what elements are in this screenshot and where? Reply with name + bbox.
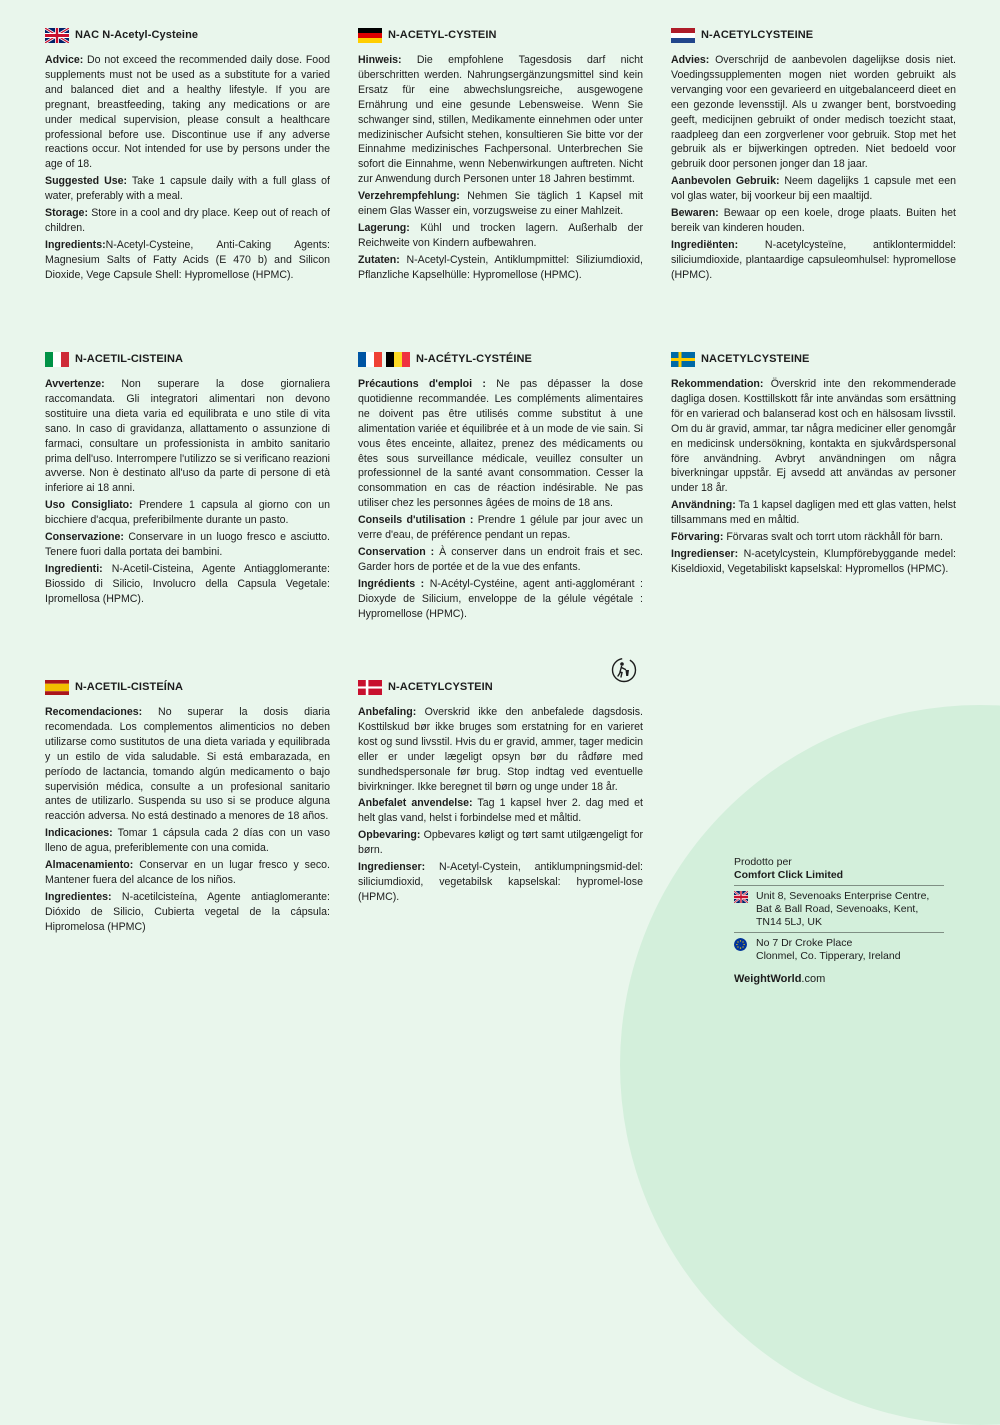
section-title: NACETYLCYSTEINE (701, 353, 810, 365)
eu-flag-icon (734, 938, 747, 951)
storage-paragraph: Förvaring: Förvaras svalt och torrt utom räckhåll för barn. (671, 531, 943, 544)
uk-flag-icon (734, 891, 748, 903)
section-header (358, 678, 643, 696)
sweden-flag-icon (671, 352, 695, 367)
tidyman-recycle-icon (611, 657, 637, 683)
ireland-address-text: No 7 Dr Croke Place Clonmel, Co. Tipperary, Ireland (756, 937, 901, 962)
ingredients-paragraph: Ingredienti: N-Acetil-Cisteina, Agente Antiagglomerante: Biossido di Silicio, Involucro della Capsula Vegetale: Ipromellosa (HPMC). (45, 562, 330, 605)
section-title: N-ACETIL-CISTEÍNA (75, 681, 184, 693)
uk-address-text: Unit 8, Sevenoaks Enterprise Centre, Bat & Ball Road, Sevenoaks, Kent, TN14 5LJ, UK (756, 890, 930, 928)
advice-paragraph: Recomendaciones: No superar la dosis diaria recomendada. Los complementos alimenticios no deben utilizarse como sustitutos de una dieta variada y equilibrada y un estilo de vida saludable. Si está embarazada, en período de lactancia, tomando algún medicamento o bajo supervisión médica, consulte a un profesional sanitario antes de utilizarlo. Suspenda su uso si se produce alguna reacción adversa. No está destinado a menores de 18 años. (45, 706, 330, 823)
section-swedish (671, 350, 956, 579)
storage-paragraph: Almacenamiento: Conservar en un lugar fresco y seco. Mantener fuera del alcance de los niños. (45, 859, 330, 886)
website: WeightWorld.com (734, 973, 826, 985)
advice-paragraph: Anbefaling: Overskrid ikke den anbefalede dagsdosis. Kosttilskud bør ikke bruges som erstatning for en varieret kost og sund livsstil. Hvis du er gravid, ammer, tager medicin eller er under lægeligt opsyn bør du rådføre med sundhedspersonale før brug. Stop indtag ved eventuelle bivirkninger. Ikke beregnet til børn og unge under 18 år. (358, 706, 643, 793)
section-title: N-ACETYL-CYSTEIN (388, 29, 497, 41)
decorative-circle (620, 705, 1000, 1425)
advice-paragraph: Rekommendation: Överskrid inte den rekommenderade dagliga dosen. Kosttillskott får inte användas som ersättning för en varierad och balanserad kost och en hälsosam livsstil. Om du är gravid, ammar, tar några mediciner eller genomgår en medicinsk undersökning, kontakta en sjukvårdspersonal före användning. Avbryt användningen om några biverkningar uppstår. Ej avsedd att användas av personer under 18 år. (671, 378, 956, 495)
manufacturer-info (734, 856, 944, 985)
section-header (358, 26, 643, 44)
usage-paragraph: Verzehrempfehlung: Nehmen Sie täglich 1 Kapsel mit einem Glas Wasser ein, vorzugsweise zu einer Mahlzeit. (358, 190, 643, 218)
produced-for-label: Prodotto per (734, 856, 792, 868)
ingredients-paragraph: Ingredienser: N-Acetyl-Cystein, antiklumpningsmid-del: siliciumdioxid, vegetabilsk kapselskal: hypromel-lose (HPMC). (358, 861, 643, 903)
advice-paragraph: Précautions d'emploi : Ne pas dépasser la dose quotidienne recommandée. Les compléments alimentaires ne doivent pas être utilisés comme substitut à une alimentation variée et équilibrée et à un mode de vie sain. Si vous êtes enceinte, allaitez, prenez des médicaments ou êtes sous surveillance médicale, veuillez consulter un professionnel de la santé avant consommation. Cesser la consommation en cas de réaction indésirable. Ne pas utiliser chez les personnes âgées de moins de 18 ans. (358, 378, 643, 510)
spain-flag-icon (45, 680, 69, 695)
usage-paragraph: Anbefalet anvendelse: Tag 1 kapsel hver 2. dag med et helt glas vand, helst i forbindelse med et måltid. (358, 797, 643, 825)
section-english (45, 26, 330, 285)
section-header (45, 678, 330, 696)
advice-paragraph: Advice: Do not exceed the recommended daily dose. Food supplements must not be used as a substitute for a varied and balanced diet and a healthy lifestyle. If you are pregnant, breastfeeding, taking any medications or are under medical supervision, please consult a healthcare professional before use. Discontinue use if any adverse reactions occur. Not intended for use by persons under the age of 18. (45, 54, 330, 171)
section-title: N-ACETYLCYSTEIN (388, 681, 493, 693)
section-header (671, 26, 956, 44)
germany-flag-icon (358, 28, 382, 43)
storage-paragraph: Conservation : À conserver dans un endroit frais et sec. Garder hors de portée et de la vue des enfants. (358, 545, 643, 573)
netherlands-flag-icon (671, 28, 695, 43)
section-header (671, 350, 956, 368)
usage-paragraph: Aanbevolen Gebruik: Neem dagelijks 1 capsule met een vol glas water, bij voorkeur bij een maaltijd. (671, 175, 956, 203)
section-title: NAC N-Acetyl-Cysteine (75, 29, 199, 41)
section-title: N-ACETYLCYSTEINE (701, 29, 814, 41)
advice-paragraph: Avvertenze: Non superare la dose giornaliera raccomandata. Gli integratori alimentari non devono sostituire una dieta varia ed equilibrata e uno stile di vita sano. In caso di gravidanza, allattamento o assunzione di farmaci, consultare un professionista in ambito sanitario prima dell'uso. Interrompere l'utilizzo se si verificano reazioni avverse. Non è destinato all'uso da parte di persone di età inferiore ai 18 anni. (45, 378, 330, 495)
section-italian (45, 350, 330, 609)
storage-paragraph: Opbevaring: Opbevares køligt og tørt samt utilgængeligt for børn. (358, 829, 643, 857)
usage-paragraph: Suggested Use: Take 1 capsule daily with a full glass of water, preferably with a meal. (45, 175, 330, 203)
ingredients-paragraph: Ingredientes: N-acetilcisteína, Agente antiaglomerante: Dióxido de Silicio, Cubierta vegetal de la cápsula: Hipromelosa (HPMC) (45, 890, 330, 933)
uk-flag-icon (45, 28, 69, 43)
uk-address (734, 885, 944, 932)
ingredients-paragraph: Ingrediënten: N-acetylcysteïne, antiklontermiddel: siliciumdioxide, plantaardige capsuleomhulsel: hypromellose (HPMC). (671, 238, 956, 281)
storage-paragraph: Bewaren: Bewaar op een koele, droge plaats. Buiten het bereik van kinderen houden. (671, 207, 956, 234)
advice-paragraph: Advies: Overschrijd de aanbevolen dagelijkse dosis niet. Voedingssupplementen mogen niet worden gebruikt als vervanging voor een gevarieerd en uitgebalanceerd dieet en een gezonde levensstijl. Als u zwanger bent, borstvoeding geeft, medicijnen gebruikt of onder medisch toezicht staat, raadpleeg dan een zorgverlener voor gebruik. Stop met het gebruik als er bijwerkingen optreden. Niet bedoeld voor gebruik door personen jonger dan 18 jaar. (671, 54, 956, 171)
section-german (358, 26, 643, 285)
france-flag-icon (358, 352, 382, 367)
usage-paragraph: Uso Consigliato: Prendere 1 capsula al giorno con un bicchiere d'acqua, preferibilmente durante un pasto. (45, 499, 330, 527)
section-title: N-ACETIL-CISTEINA (75, 353, 184, 365)
section-dutch (671, 26, 956, 285)
company-name: Comfort Click Limited (734, 869, 844, 881)
usage-paragraph: Indicaciones: Tomar 1 cápsula cada 2 días con un vaso lleno de agua, preferiblemente con una comida. (45, 827, 330, 855)
section-spanish (45, 678, 330, 937)
italy-flag-icon (45, 352, 69, 367)
section-french (358, 350, 643, 624)
usage-paragraph: Conseils d'utilisation : Prendre 1 gélule par jour avec un verre d'eau, de préférence pendant un repas. (358, 514, 643, 542)
ingredients-paragraph: Zutaten: N-Acetyl-Cystein, Antiklumpmittel: Siliziumdioxid, Pflanzliche Kapselhülle: Hypromellose (HPMC). (358, 253, 643, 281)
denmark-flag-icon (358, 680, 382, 695)
section-header (45, 26, 330, 44)
section-header (358, 350, 643, 368)
ingredients-paragraph: Ingredienser: N-acetylcystein, Klumpförebyggande medel: Kiseldioxid, Vegetabiliskt kapselskal: Hypromellos (HPMC). (671, 547, 956, 575)
ingredients-paragraph: Ingrédients : N-Acétyl-Cystéine, agent anti-agglomérant : Dioxyde de Silicium, enveloppe de la gélule végétale : Hypromellose (HPMC). (358, 577, 643, 620)
storage-paragraph: Lagerung: Kühl und trocken lagern. Außerhalb der Reichweite von Kindern aufbewahren. (358, 221, 643, 249)
ingredients-paragraph: Ingredients:N-Acetyl-Cysteine, Anti-Caking Agents: Magnesium Salts of Fatty Acids (E 470 b) and Silicon Dioxide, Vege Capsule Shell: Hypromellose (HPMC). (45, 238, 330, 281)
section-header (45, 350, 330, 368)
section-danish (358, 678, 643, 907)
belgium-flag-icon (386, 352, 410, 367)
storage-paragraph: Storage: Store in a cool and dry place. Keep out of reach of children. (45, 207, 330, 234)
storage-paragraph: Conservazione: Conservare in un luogo fresco e asciutto. Tenere fuori dalla portata dei bambini. (45, 531, 330, 558)
ireland-address (734, 932, 944, 966)
usage-paragraph: Användning: Ta 1 kapsel dagligen med ett glas vatten, helst tillsammans med en måltid. (671, 499, 956, 527)
advice-paragraph: Hinweis: Die empfohlene Tagesdosis darf nicht überschritten werden. Nahrungsergänzungsmittel sind kein Ersatz für eine abwechslungsreiche, ausgewogene Ernährung und eine gesunde Lebensweise. Wenn Sie schwanger sind, stillen, Medikamente einnehmen oder unter medizinischer Aufsicht stehen, konsultieren Sie bitte vor der Einnahme medizinisches Fachpersonal. Unterbrechen Sie sofort die Einnahme, wenn Nebenwirkungen auftreten. Nicht zur Anwendung durch Personen unter 18 Jahren bestimmt. (358, 54, 643, 186)
section-title: N-ACÉTYL-CYSTÉINE (416, 353, 532, 365)
